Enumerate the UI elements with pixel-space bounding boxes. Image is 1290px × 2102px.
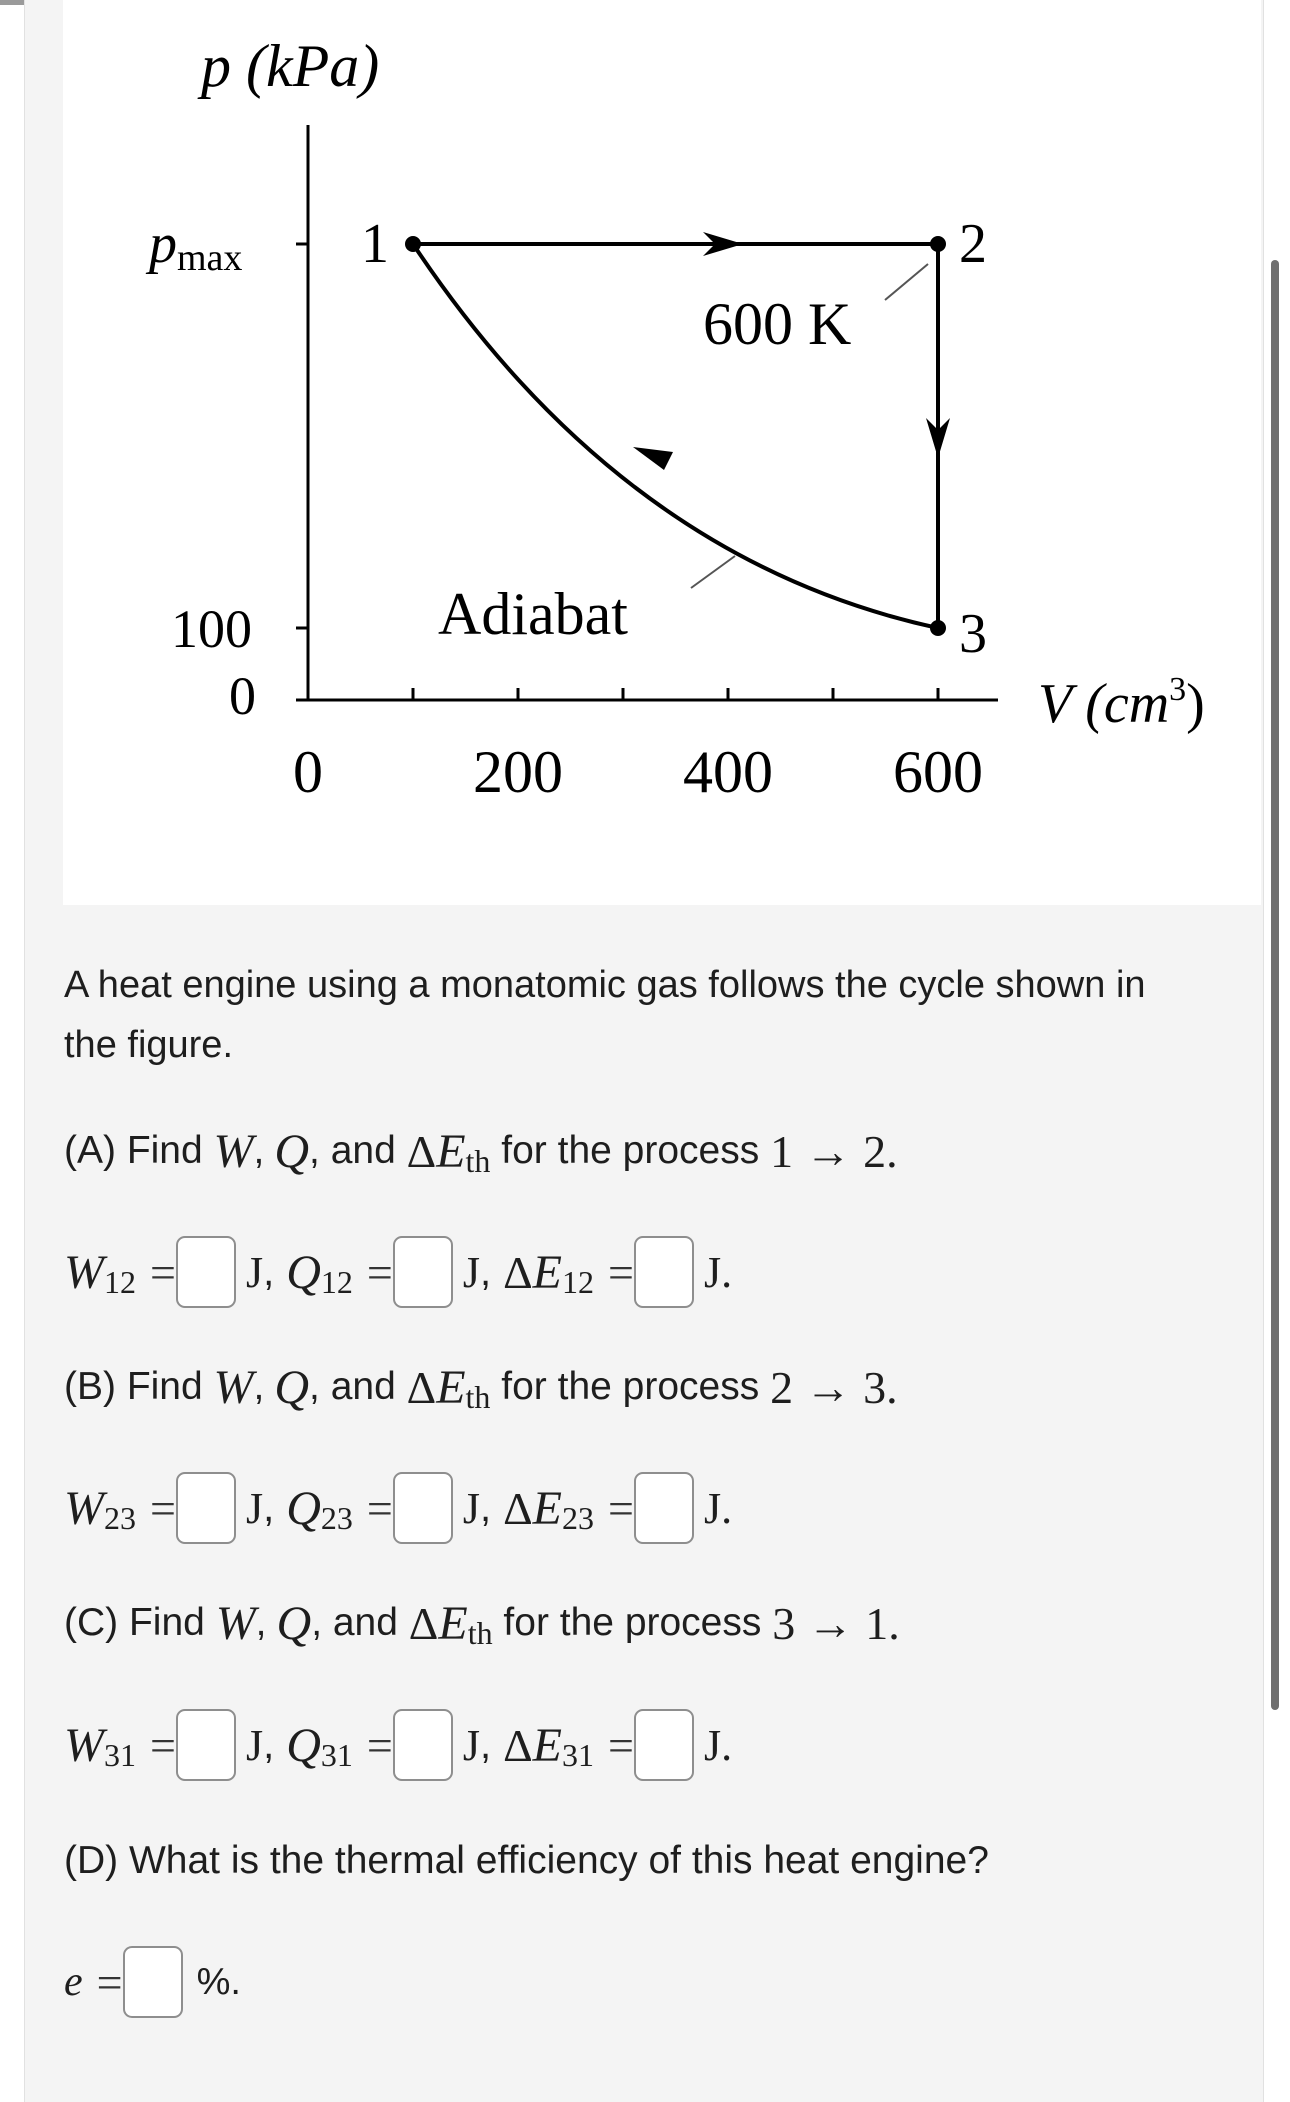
w31-symbol: W <box>64 1718 104 1772</box>
question-c-suffix: for the process <box>492 1601 773 1644</box>
q12-input[interactable] <box>393 1236 453 1308</box>
w12-unit: J <box>245 1247 264 1297</box>
e12-input[interactable] <box>634 1236 694 1308</box>
question-c-q: Q <box>276 1596 312 1650</box>
question-a-prefix: (A) Find <box>64 1129 214 1172</box>
e31-period: . <box>721 1720 733 1770</box>
w12-input[interactable] <box>176 1236 236 1308</box>
adiabat-label: Adiabat <box>438 581 628 647</box>
e23-period: . <box>721 1483 733 1533</box>
q23-subscript: 23 <box>320 1499 353 1536</box>
question-a-and: , and <box>309 1129 407 1172</box>
w31-input[interactable] <box>176 1709 236 1781</box>
pv-diagram <box>63 0 1261 905</box>
point-3-dot <box>930 620 946 636</box>
e12-subscript: 12 <box>561 1263 594 1300</box>
q31-comma: , <box>479 1722 492 1767</box>
w23-unit: J <box>245 1483 264 1533</box>
question-c-delta: Δ <box>408 1597 439 1649</box>
e12-equals: = <box>607 1246 634 1298</box>
question-b-and: , and <box>309 1365 407 1408</box>
q31-subscript: 31 <box>320 1736 353 1773</box>
e31-subscript: 31 <box>561 1736 594 1773</box>
x-tick-label-0: 0 <box>293 739 323 805</box>
w23-input[interactable] <box>176 1472 236 1544</box>
question-c-to: 1 <box>865 1597 889 1649</box>
question-c-e: E <box>438 1596 468 1650</box>
y-tick-label-0: 0 <box>229 666 256 726</box>
w23-comma: , <box>263 1485 275 1530</box>
e31-input[interactable] <box>634 1709 694 1781</box>
question-a-comma: , <box>253 1129 265 1172</box>
point-3-label: 3 <box>959 603 987 665</box>
q23-unit: J <box>462 1483 480 1533</box>
e12-period: . <box>721 1247 733 1297</box>
question-b <box>64 1352 898 1422</box>
question-a-from: 1 <box>770 1125 794 1177</box>
w12-equals: = <box>149 1246 176 1298</box>
w12-symbol: W <box>64 1245 104 1299</box>
e23-symbol: E <box>532 1481 562 1535</box>
w12-subscript: 12 <box>103 1263 136 1300</box>
q31-equals: = <box>366 1719 393 1771</box>
q23-equals: = <box>366 1482 393 1534</box>
question-b-comma: , <box>253 1365 265 1408</box>
w31-unit: J <box>245 1720 264 1770</box>
isotherm-leader <box>885 264 928 300</box>
point-1-dot <box>405 236 421 252</box>
q12-comma: , <box>479 1249 492 1294</box>
question-d <box>64 1826 989 1896</box>
w12-comma: , <box>263 1249 275 1294</box>
question-b-delta: Δ <box>406 1361 437 1413</box>
e23-input[interactable] <box>634 1472 694 1544</box>
point-2-label: 2 <box>959 213 987 275</box>
w31-comma: , <box>263 1722 275 1767</box>
w23-subscript: 23 <box>103 1499 136 1536</box>
question-a-delta: Δ <box>406 1125 437 1177</box>
answer-row-c <box>64 1705 732 1785</box>
adiabat-leader <box>691 556 735 588</box>
isotherm-label: 600 K <box>703 291 852 357</box>
e23-equals: = <box>607 1482 634 1534</box>
problem-intro: A heat engine using a monatomic gas follows the cycle shown in the figure. <box>64 964 1146 1066</box>
question-c-w: W <box>215 1596 256 1650</box>
question-b-e: E <box>436 1360 466 1414</box>
question-b-prefix: (B) Find <box>64 1365 214 1408</box>
q12-subscript: 12 <box>320 1263 353 1300</box>
question-b-e-sub: th <box>465 1378 491 1415</box>
adiabat-arrow <box>633 447 673 470</box>
y-axis-label: p (kPa) <box>201 33 380 99</box>
q31-unit: J <box>462 1720 480 1770</box>
question-b-period: . <box>886 1361 898 1413</box>
point-1-label: 1 <box>361 213 389 275</box>
question-a <box>64 1116 898 1186</box>
q23-comma: , <box>479 1485 492 1530</box>
question-a-e: E <box>436 1124 466 1178</box>
scrollbar[interactable] <box>1271 260 1279 1710</box>
w31-subscript: 31 <box>103 1736 136 1773</box>
question-c-arrow: → <box>807 1597 854 1649</box>
x-tick-label-200: 200 <box>473 739 563 805</box>
question-c-comma: , <box>255 1601 267 1644</box>
efficiency-input[interactable] <box>123 1946 183 2018</box>
e31-equals: = <box>607 1719 634 1771</box>
question-c-from: 3 <box>772 1597 796 1649</box>
q12-unit: J <box>462 1247 480 1297</box>
question-c-period: . <box>888 1597 900 1649</box>
answer-row-d <box>64 1942 241 2022</box>
question-b-to: 3 <box>863 1361 887 1413</box>
x-axis-label: V $(cm^3)$ <box>1038 671 1205 735</box>
question-b-from: 2 <box>770 1361 794 1413</box>
q23-symbol: Q <box>286 1481 321 1535</box>
e31-symbol: E <box>532 1718 562 1772</box>
e23-unit: J <box>703 1483 722 1533</box>
e31-delta: Δ <box>503 1719 533 1771</box>
pv-diagram-figure <box>63 0 1261 905</box>
w23-equals: = <box>149 1482 176 1534</box>
efficiency-equals: = <box>96 1956 123 2008</box>
question-b-arrow: → <box>805 1361 852 1413</box>
question-a-to: 2 <box>863 1125 887 1177</box>
question-c-e-sub: th <box>467 1614 493 1651</box>
question-a-suffix: for the process <box>490 1129 771 1172</box>
question-a-arrow: → <box>805 1125 852 1177</box>
question-c-prefix: (C) Find <box>64 1601 216 1644</box>
w31-equals: = <box>149 1719 176 1771</box>
answer-row-a <box>64 1232 732 1312</box>
question-b-q: Q <box>274 1360 310 1414</box>
adiabat-curve <box>413 244 938 628</box>
point-2-dot <box>930 236 946 252</box>
question-b-suffix: for the process <box>490 1365 771 1408</box>
q23-input[interactable] <box>393 1472 453 1544</box>
e23-subscript: 23 <box>561 1499 594 1536</box>
answer-row-b <box>64 1468 732 1548</box>
y-tick-label-100: 100 <box>171 599 252 659</box>
e12-delta: Δ <box>503 1246 533 1298</box>
question-a-q: Q <box>274 1124 310 1178</box>
question-a-w: W <box>213 1124 254 1178</box>
e12-symbol: E <box>532 1245 562 1299</box>
w23-symbol: W <box>64 1481 104 1535</box>
q12-equals: = <box>366 1246 393 1298</box>
efficiency-unit: %. <box>196 1960 241 2003</box>
y-tick-label-pmax: pmax <box>149 213 243 279</box>
efficiency-symbol: e <box>64 1959 83 2005</box>
question-a-period: . <box>886 1125 898 1177</box>
question-c-and: , and <box>311 1601 409 1644</box>
q31-symbol: Q <box>286 1718 321 1772</box>
question-c <box>64 1588 900 1658</box>
question-d-text: (D) What is the thermal efficiency of this heat engine? <box>64 1839 989 1882</box>
e31-unit: J <box>703 1720 722 1770</box>
q12-symbol: Q <box>286 1245 321 1299</box>
e12-unit: J <box>703 1247 722 1297</box>
x-tick-label-600: 600 <box>893 739 983 805</box>
q31-input[interactable] <box>393 1709 453 1781</box>
question-b-w: W <box>213 1360 254 1414</box>
question-a-e-sub: th <box>465 1142 491 1179</box>
x-tick-label-400: 400 <box>683 739 773 805</box>
e23-delta: Δ <box>503 1482 533 1534</box>
